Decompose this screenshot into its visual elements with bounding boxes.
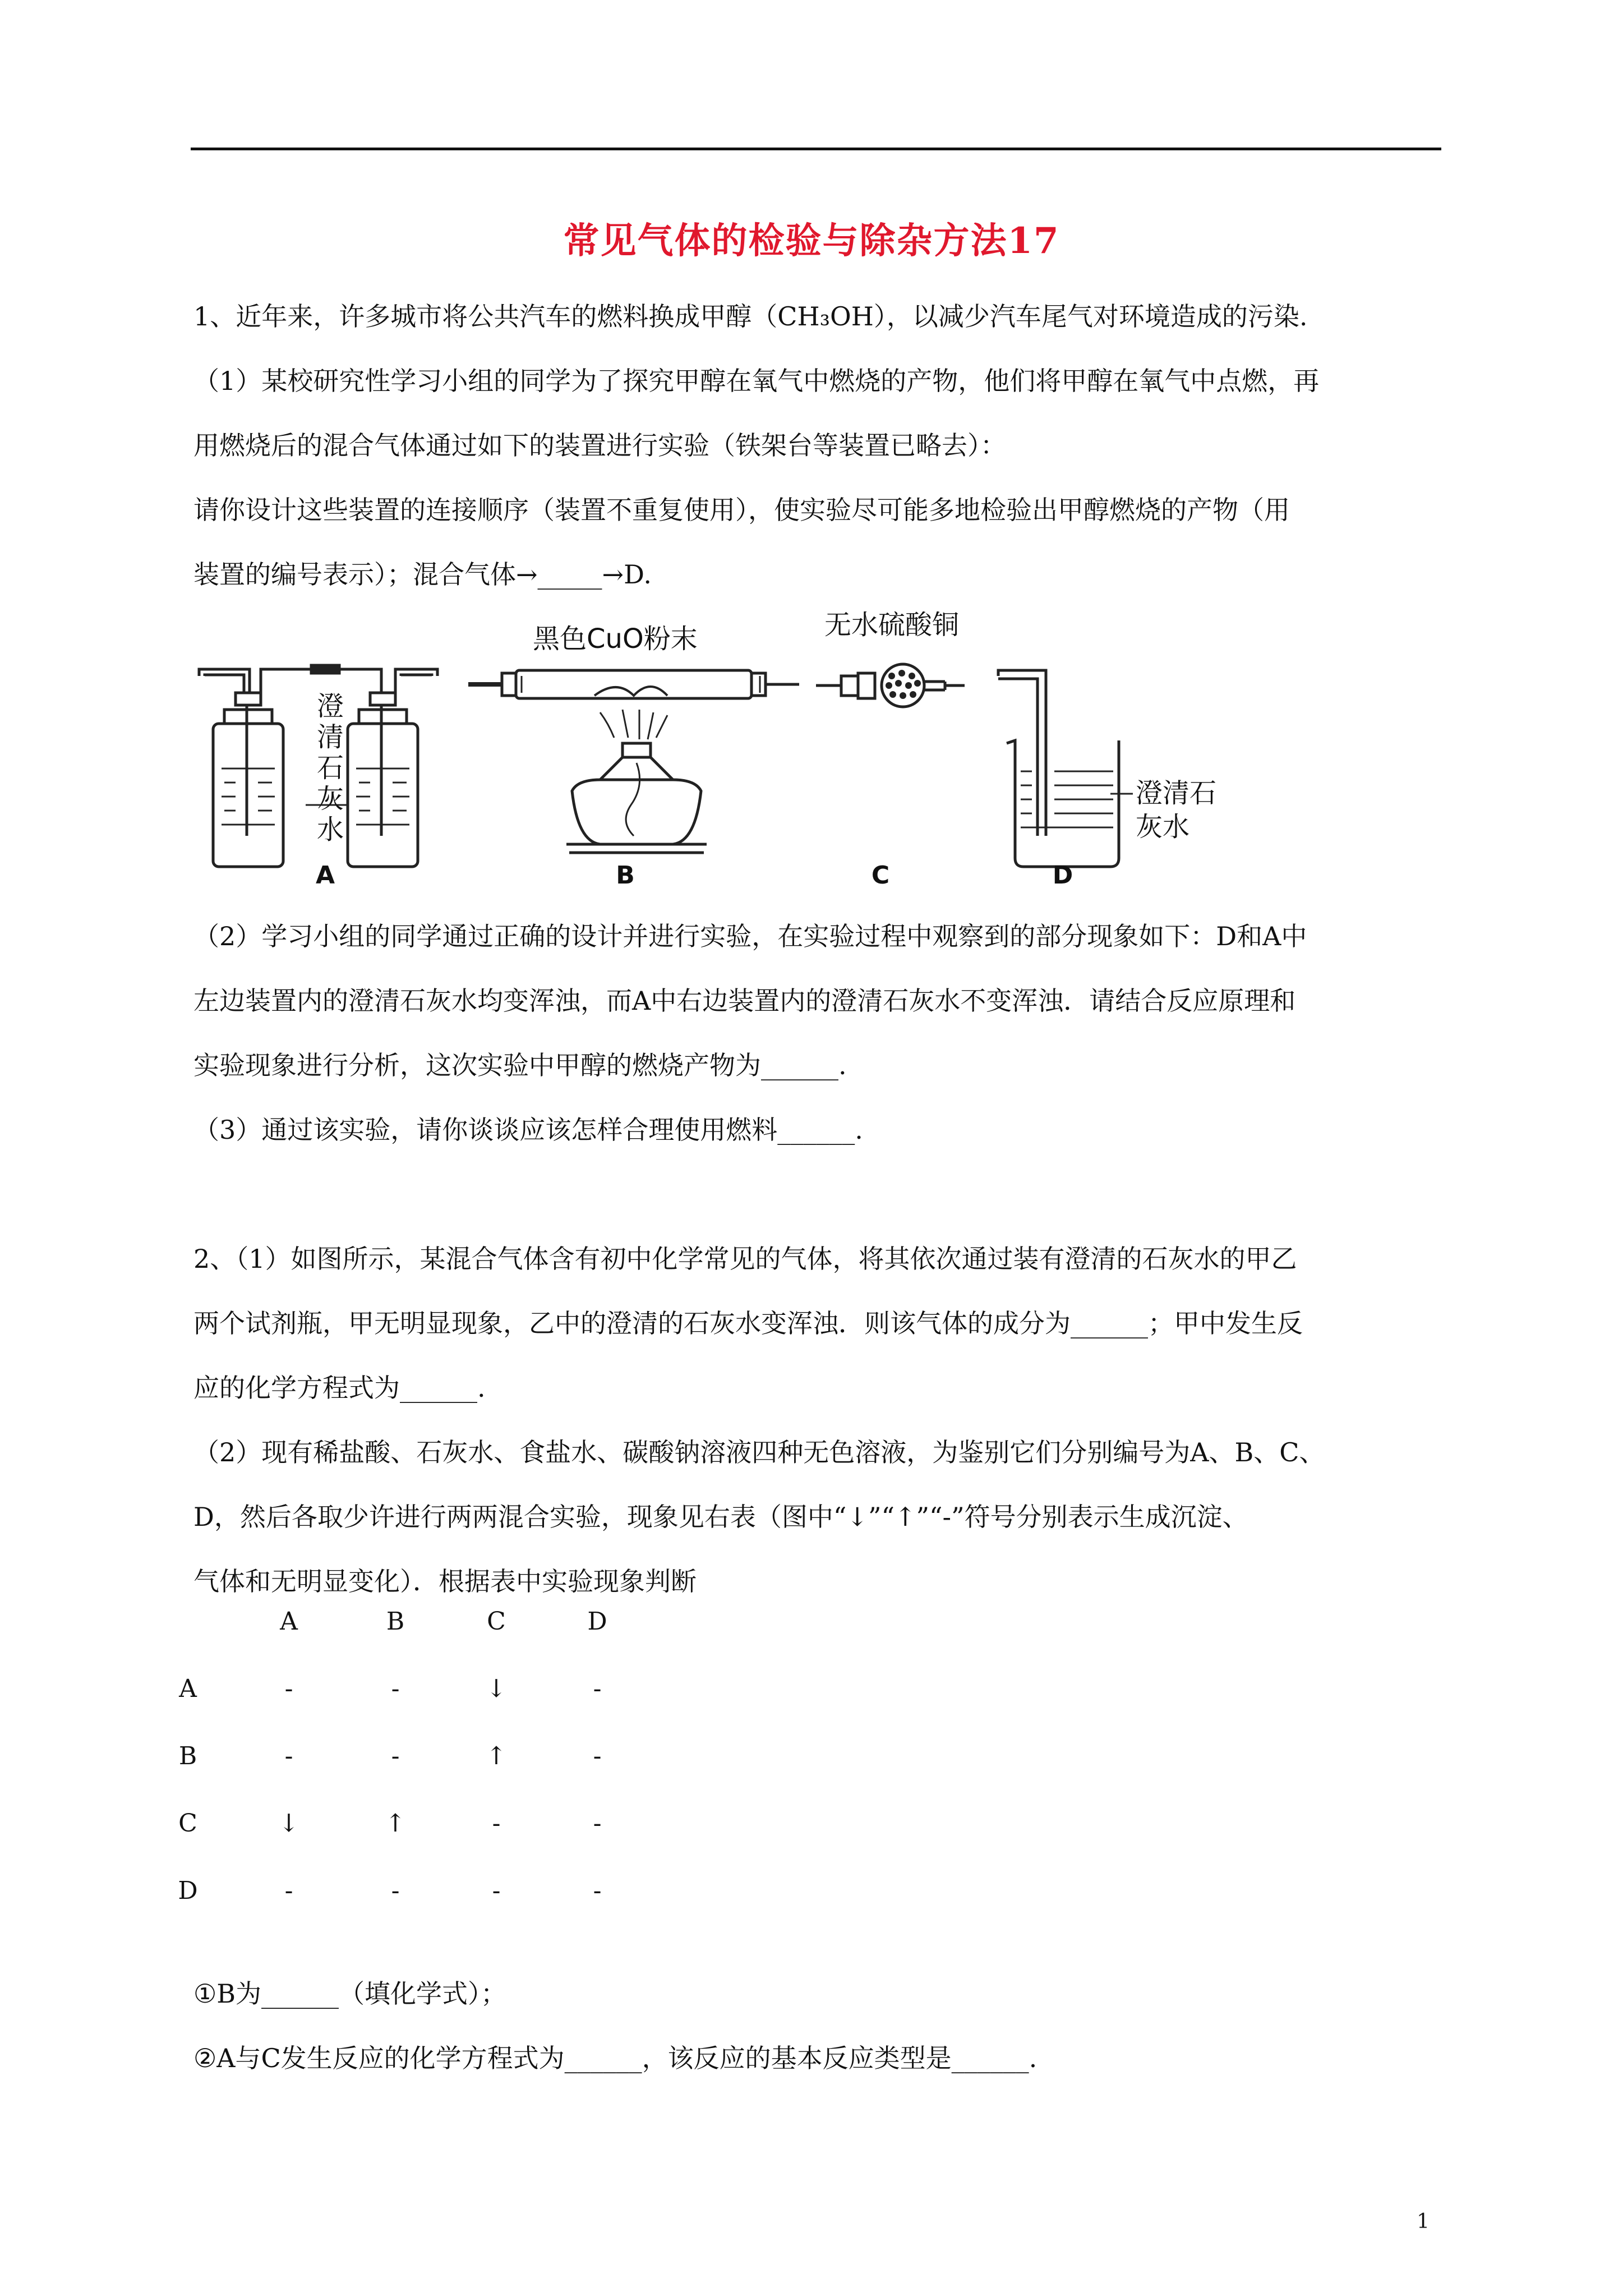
q1-part1-line3: 请你设计这些装置的连接顺序（装置不重复使用），使实验尽可能多地检验出甲醇燃烧的产物（用 — [193, 495, 1290, 525]
table-cell: - — [593, 1742, 602, 1770]
q1-part2-line2: 左边装置内的澄清石灰水均变浑浊，而A中右边装置内的澄清石灰水不变浑浊．请结合反应原理和 — [193, 986, 1296, 1016]
apparatus-letter-d: D — [1052, 861, 1073, 890]
label-a-char-5: 水 — [317, 814, 344, 845]
table-cell: - — [391, 1876, 400, 1905]
table-cell: - — [593, 1876, 602, 1905]
mixing-results-table — [163, 1607, 667, 1944]
col-header-a: A — [280, 1607, 298, 1636]
apparatus-d — [998, 670, 1133, 867]
table-cell: ↑ — [385, 1809, 406, 1838]
col-header-c: C — [487, 1607, 506, 1636]
row-label-a: A — [179, 1674, 197, 1703]
q2-sub1: ①B为______（填化学式）； — [193, 1978, 507, 2009]
q1-part1-line1: （1）某校研究性学习小组的同学为了探究甲醇在氧气中燃烧的产物，他们将甲醇在氧气中点燃，再 — [193, 366, 1320, 396]
q2-part2-line2: D，然后各取少许进行两两混合实验，现象见右表（图中“↓”“↑”“-”符号分别表示生成沉淀、 — [193, 1502, 1248, 1532]
apparatus-diagram — [191, 611, 1284, 892]
q2-part1-line3: 应的化学方程式为______. — [193, 1373, 486, 1403]
table-cell: - — [284, 1742, 293, 1770]
label-a-char-1: 澄 — [317, 691, 344, 722]
apparatus-b — [468, 670, 799, 853]
table-cell: - — [391, 1742, 400, 1770]
q1-part1-line2: 用燃烧后的混合气体通过如下的装置进行实验（铁架台等装置已略去）： — [193, 430, 1006, 461]
label-d-line1: 澄清石 — [1136, 777, 1217, 809]
table-cell: ↓ — [486, 1674, 507, 1703]
col-header-b: B — [386, 1607, 405, 1636]
row-label-d: D — [178, 1876, 198, 1905]
table-cell: - — [593, 1809, 602, 1838]
table-cell: - — [593, 1674, 602, 1703]
page-title: 常见气体的检验与除杂方法17 — [563, 220, 1060, 262]
q1-part3-line1: （3）通过该实验，请你谈谈应该怎样合理使用燃料______. — [193, 1115, 863, 1145]
q1-part2-line1: （2）学习小组的同学通过正确的设计并进行实验，在实验过程中观察到的部分现象如下：D和A中 — [193, 921, 1307, 951]
table-cell: - — [284, 1674, 293, 1703]
q2-part2-line3: 气体和无明显变化）．根据表中实验现象判断 — [193, 1566, 697, 1596]
q2-part1-line1: 2、（1）如图所示，某混合气体含有初中化学常见的气体，将其依次通过装有澄清的石灰水的甲乙 — [193, 1244, 1297, 1274]
header-rule — [191, 148, 1441, 150]
label-cuo-powder: 黑色CuO粉末 — [533, 623, 698, 655]
apparatus-letter-b: B — [616, 861, 635, 890]
table-cell: ↑ — [486, 1742, 507, 1770]
label-anhydrous-cuso4: 无水硫酸铜 — [824, 611, 960, 641]
label-a-char-4: 灰 — [317, 783, 344, 815]
q1-part2-line3: 实验现象进行分析，这次实验中甲醇的燃烧产物为______. — [193, 1050, 847, 1080]
label-a-char-2: 清 — [317, 721, 344, 753]
label-d-line2: 灰水 — [1136, 811, 1190, 843]
table-cell: ↓ — [278, 1809, 299, 1838]
label-a-char-3: 石 — [317, 752, 344, 784]
table-cell: - — [284, 1876, 293, 1905]
q1-part1-line4: 装置的编号表示）；混合气体→_____→D. — [193, 559, 652, 590]
col-header-d: D — [587, 1607, 607, 1636]
table-cell: - — [492, 1809, 501, 1838]
apparatus-c — [816, 664, 965, 707]
q2-part1-line2: 两个试剂瓶，甲无明显现象，乙中的澄清的石灰水变浑浊．则该气体的成分为______；甲中发生反 — [193, 1308, 1303, 1338]
q2-sub2: ②A与C发生反应的化学方程式为______，该反应的基本反应类型是______. — [193, 2043, 1038, 2073]
page-number: 1 — [1417, 2210, 1430, 2233]
q1-intro: 1、近年来，许多城市将公共汽车的燃料换成甲醇（CH₃OH），以减少汽车尾气对环境造成的污染. — [193, 301, 1308, 332]
row-label-b: B — [178, 1742, 197, 1770]
apparatus-letter-c: C — [871, 861, 890, 890]
table-cell: - — [391, 1674, 400, 1703]
table-cell: - — [492, 1876, 501, 1905]
q2-part2-line1: （2）现有稀盐酸、石灰水、食盐水、碳酸钠溶液四种无色溶液，为鉴别它们分别编号为A、B、C、 — [193, 1437, 1325, 1467]
row-label-c: C — [178, 1809, 197, 1838]
apparatus-letter-a: A — [315, 861, 335, 890]
